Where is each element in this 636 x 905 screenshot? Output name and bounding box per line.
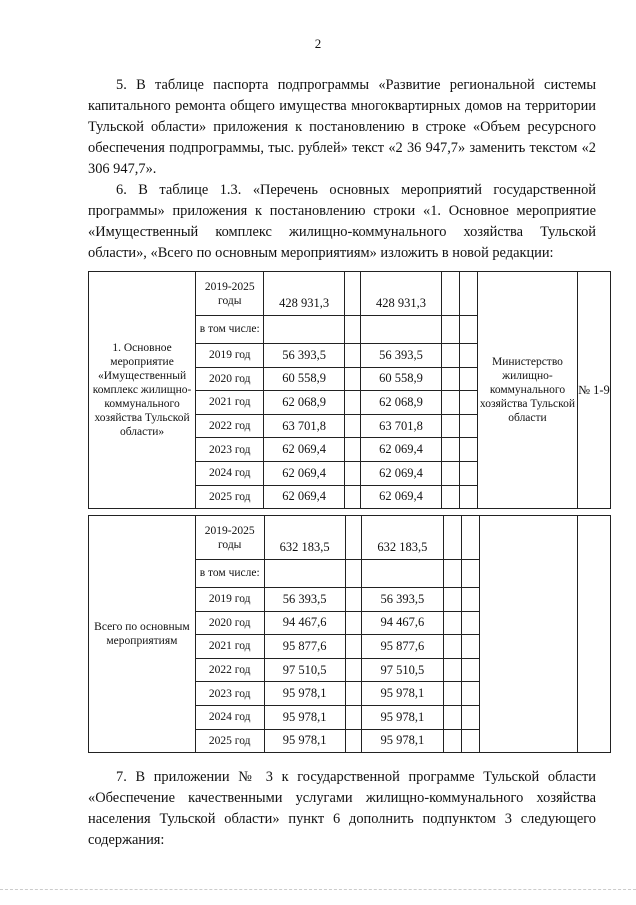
empty-cell [461,658,479,682]
value-cell: 97 510,5 [264,658,345,682]
value-cell: 632 183,5 [264,516,345,560]
value-cell [264,316,345,344]
empty-cell [443,658,461,682]
empty-cell [345,560,361,588]
year-cell: 2023 год [196,438,264,462]
value-cell: 428 931,3 [361,272,442,316]
empty-cell [461,516,479,560]
value-cell: 95 978,1 [264,705,345,729]
empty-cell [461,588,479,612]
empty-cell [345,682,361,706]
year-cell: 2022 год [195,658,264,682]
table-total-activities [88,515,611,753]
value-cell: 62 069,4 [264,461,345,485]
value-cell: 95 978,1 [362,729,443,753]
empty-cell [441,316,459,344]
year-cell: 2019 год [196,344,264,368]
empty-cell [441,391,459,415]
paragraph-6 [88,180,596,264]
scan-footer-line [0,889,636,892]
empty-cell [345,588,361,612]
paragraph-5 [88,75,596,180]
empty-cell [459,344,477,368]
empty-cell [461,635,479,659]
value-cell: 94 467,6 [264,611,345,635]
value-cell: 62 068,9 [264,391,345,415]
value-cell: 62 069,4 [361,461,442,485]
empty-cell [443,729,461,753]
value-cell: 56 393,5 [264,588,345,612]
year-cell: 2024 год [196,461,264,485]
year-cell: в том числе: [195,560,264,588]
empty-cell [441,272,459,316]
indicator-cell: № 1-9 [577,272,610,509]
empty-cell [443,560,461,588]
empty-cell [461,682,479,706]
year-cell: 2022 год [196,414,264,438]
responsible-cell [480,516,578,753]
empty-cell [344,367,360,391]
empty-cell [459,461,477,485]
value-cell: 97 510,5 [362,658,443,682]
paragraph-7-text: 7. В приложении № 3 к государственной программе Тульской области «Обеспечение качественными услугами жилищно-коммунального хозяйства населения Тульской области» пункт 6 дополнить подпунктом 3 следующего содержания: [88,769,596,848]
empty-cell [459,316,477,344]
value-cell: 62 069,4 [264,438,345,462]
empty-cell [344,316,360,344]
empty-cell [441,344,459,368]
empty-cell [344,485,360,509]
empty-cell [443,705,461,729]
year-cell: 2025 год [196,485,264,509]
value-cell: 56 393,5 [264,344,345,368]
value-cell [264,560,345,588]
paragraph-5-text: 5. В таблице паспорта подпрограммы «Развитие региональной системы капитального ремонта общего имущества многоквартирных домов на территории Тульской области» приложения к постановлению в строке «Объем ресурсного обеспечения подпрограммы, тыс. рублей» текст «2 36 947,7» заменить текстом «2 306 947,7». [88,77,596,177]
table-row [89,516,611,560]
value-cell [362,560,443,588]
value-cell: 60 558,9 [361,367,442,391]
value-cell: 95 978,1 [362,682,443,706]
value-cell: 95 877,6 [362,635,443,659]
value-cell: 632 183,5 [362,516,443,560]
page-number: 2 [314,36,322,51]
empty-cell [459,391,477,415]
activity-name-cell: 1. Основное мероприятие «Имущественный комплекс жилищно-коммунального хозяйства Тульской области» [89,272,196,509]
year-cell: 2019-2025 годы [196,272,264,316]
empty-cell [441,461,459,485]
empty-cell [443,516,461,560]
year-cell: 2020 год [195,611,264,635]
year-cell: 2021 год [196,391,264,415]
table-main-activity [88,271,611,509]
indicator-cell [578,516,611,753]
year-cell: 2019-2025 годы [195,516,264,560]
value-cell: 95 978,1 [264,729,345,753]
value-cell: 63 701,8 [361,414,442,438]
value-cell: 56 393,5 [362,588,443,612]
empty-cell [459,438,477,462]
value-cell: 95 978,1 [362,705,443,729]
value-cell: 62 069,4 [264,485,345,509]
empty-cell [441,367,459,391]
empty-cell [461,705,479,729]
empty-cell [441,438,459,462]
year-cell: 2024 год [195,705,264,729]
empty-cell [441,414,459,438]
empty-cell [459,367,477,391]
paragraph-7 [88,767,596,851]
empty-cell [344,272,360,316]
total-name-cell: Всего по основным мероприятиям [89,516,196,753]
value-cell: 428 931,3 [264,272,345,316]
value-cell: 63 701,8 [264,414,345,438]
empty-cell [441,485,459,509]
value-cell: 94 467,6 [362,611,443,635]
value-cell: 62 069,4 [361,485,442,509]
value-cell: 95 978,1 [264,682,345,706]
empty-cell [459,485,477,509]
value-cell [361,316,442,344]
empty-cell [461,611,479,635]
value-cell: 95 877,6 [264,635,345,659]
value-cell: 56 393,5 [361,344,442,368]
value-cell: 62 069,4 [361,438,442,462]
empty-cell [344,344,360,368]
year-cell: 2023 год [195,682,264,706]
year-cell: в том числе: [196,316,264,344]
empty-cell [443,682,461,706]
empty-cell [345,611,361,635]
year-cell: 2020 год [196,367,264,391]
empty-cell [345,635,361,659]
empty-cell [344,391,360,415]
empty-cell [443,611,461,635]
empty-cell [344,438,360,462]
empty-cell [345,658,361,682]
responsible-cell: Министерство жилищно-коммунального хозяйства Тульской области [478,272,578,509]
paragraph-6-text: 6. В таблице 1.3. «Перечень основных мероприятий государственной программы» приложения к постановлению строки «1. Основное мероприятие «Имущественный комплекс жилищно-коммунального хозяйства Тульской области», «Всего по основным мероприятиям» изложить в новой редакции: [88,182,596,261]
year-cell: 2021 год [195,635,264,659]
empty-cell [461,729,479,753]
empty-cell [345,729,361,753]
empty-cell [459,272,477,316]
value-cell: 62 068,9 [361,391,442,415]
empty-cell [345,516,361,560]
empty-cell [461,560,479,588]
empty-cell [443,635,461,659]
value-cell: 60 558,9 [264,367,345,391]
table-row [89,272,611,316]
empty-cell [345,705,361,729]
empty-cell [443,588,461,612]
empty-cell [459,414,477,438]
empty-cell [344,461,360,485]
year-cell: 2019 год [195,588,264,612]
year-cell: 2025 год [195,729,264,753]
empty-cell [344,414,360,438]
